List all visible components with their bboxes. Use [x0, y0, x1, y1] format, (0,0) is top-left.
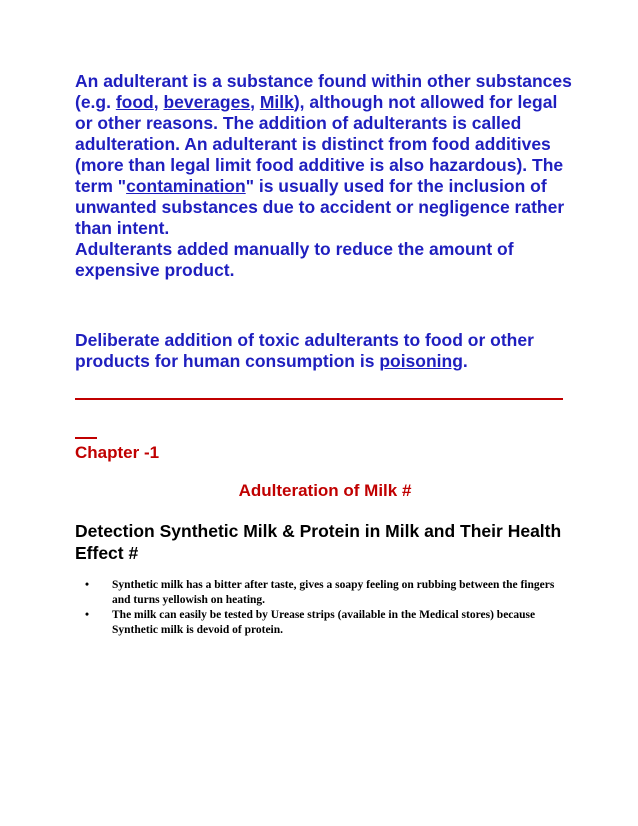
link-food[interactable]: food: [115, 92, 154, 112]
list-item-text: Synthetic milk has a bitter after taste, gives a soapy feeling on rubbing between the fingers and turns yellowish on heating.: [112, 579, 555, 606]
poisoning-text: Deliberate addition of toxic adulterants to food or other products for human consumption is: [75, 330, 534, 371]
poisoning-end: .: [462, 351, 468, 371]
intro-paragraph-2: Adulterants added manually to reduce the amount of expensive product.: [75, 239, 514, 280]
intro-sep-1: ,: [153, 92, 164, 112]
separator-rule-stub: [75, 437, 97, 439]
link-poisoning[interactable]: poisoning: [379, 351, 463, 371]
bullet-icon: •: [85, 609, 90, 621]
poisoning-paragraph: [75, 330, 575, 372]
intro-block: [75, 71, 575, 281]
intro-sep-2: ,: [250, 92, 260, 112]
bullet-icon: •: [85, 579, 90, 591]
link-contamination[interactable]: contamination: [126, 176, 246, 196]
section-title: Adulteration of Milk #: [238, 481, 412, 500]
list-item: [75, 608, 575, 638]
link-beverages[interactable]: beverages: [163, 92, 251, 112]
detection-heading: Detection Synthetic Milk & Protein in Milk and Their Health Effect #: [75, 521, 562, 563]
intro-paragraph: [75, 71, 575, 239]
intro-text-2: ), although not allowed for legal or other reasons. The addition of adulterants is called adulteration. An adulterant is distinct from food additives (more than legal limit food additive is also hazardous). The term ": [75, 92, 564, 196]
detection-list: [75, 578, 575, 638]
intro-text-1: An adulterant is a substance found within other substances (e.g.: [75, 71, 572, 112]
separator-rule: [75, 398, 563, 400]
list-item: [75, 578, 575, 608]
link-milk[interactable]: Milk: [259, 92, 294, 112]
intro-text-3: " is usually used for the inclusion of unwanted substances due to accident or negligence rather than intent.: [75, 176, 565, 238]
chapter-heading: Chapter -1: [75, 443, 160, 462]
list-item-text: The milk can easily be tested by Urease strips (available in the Medical stores) because Synthetic milk is devoid of protein.: [112, 609, 536, 636]
